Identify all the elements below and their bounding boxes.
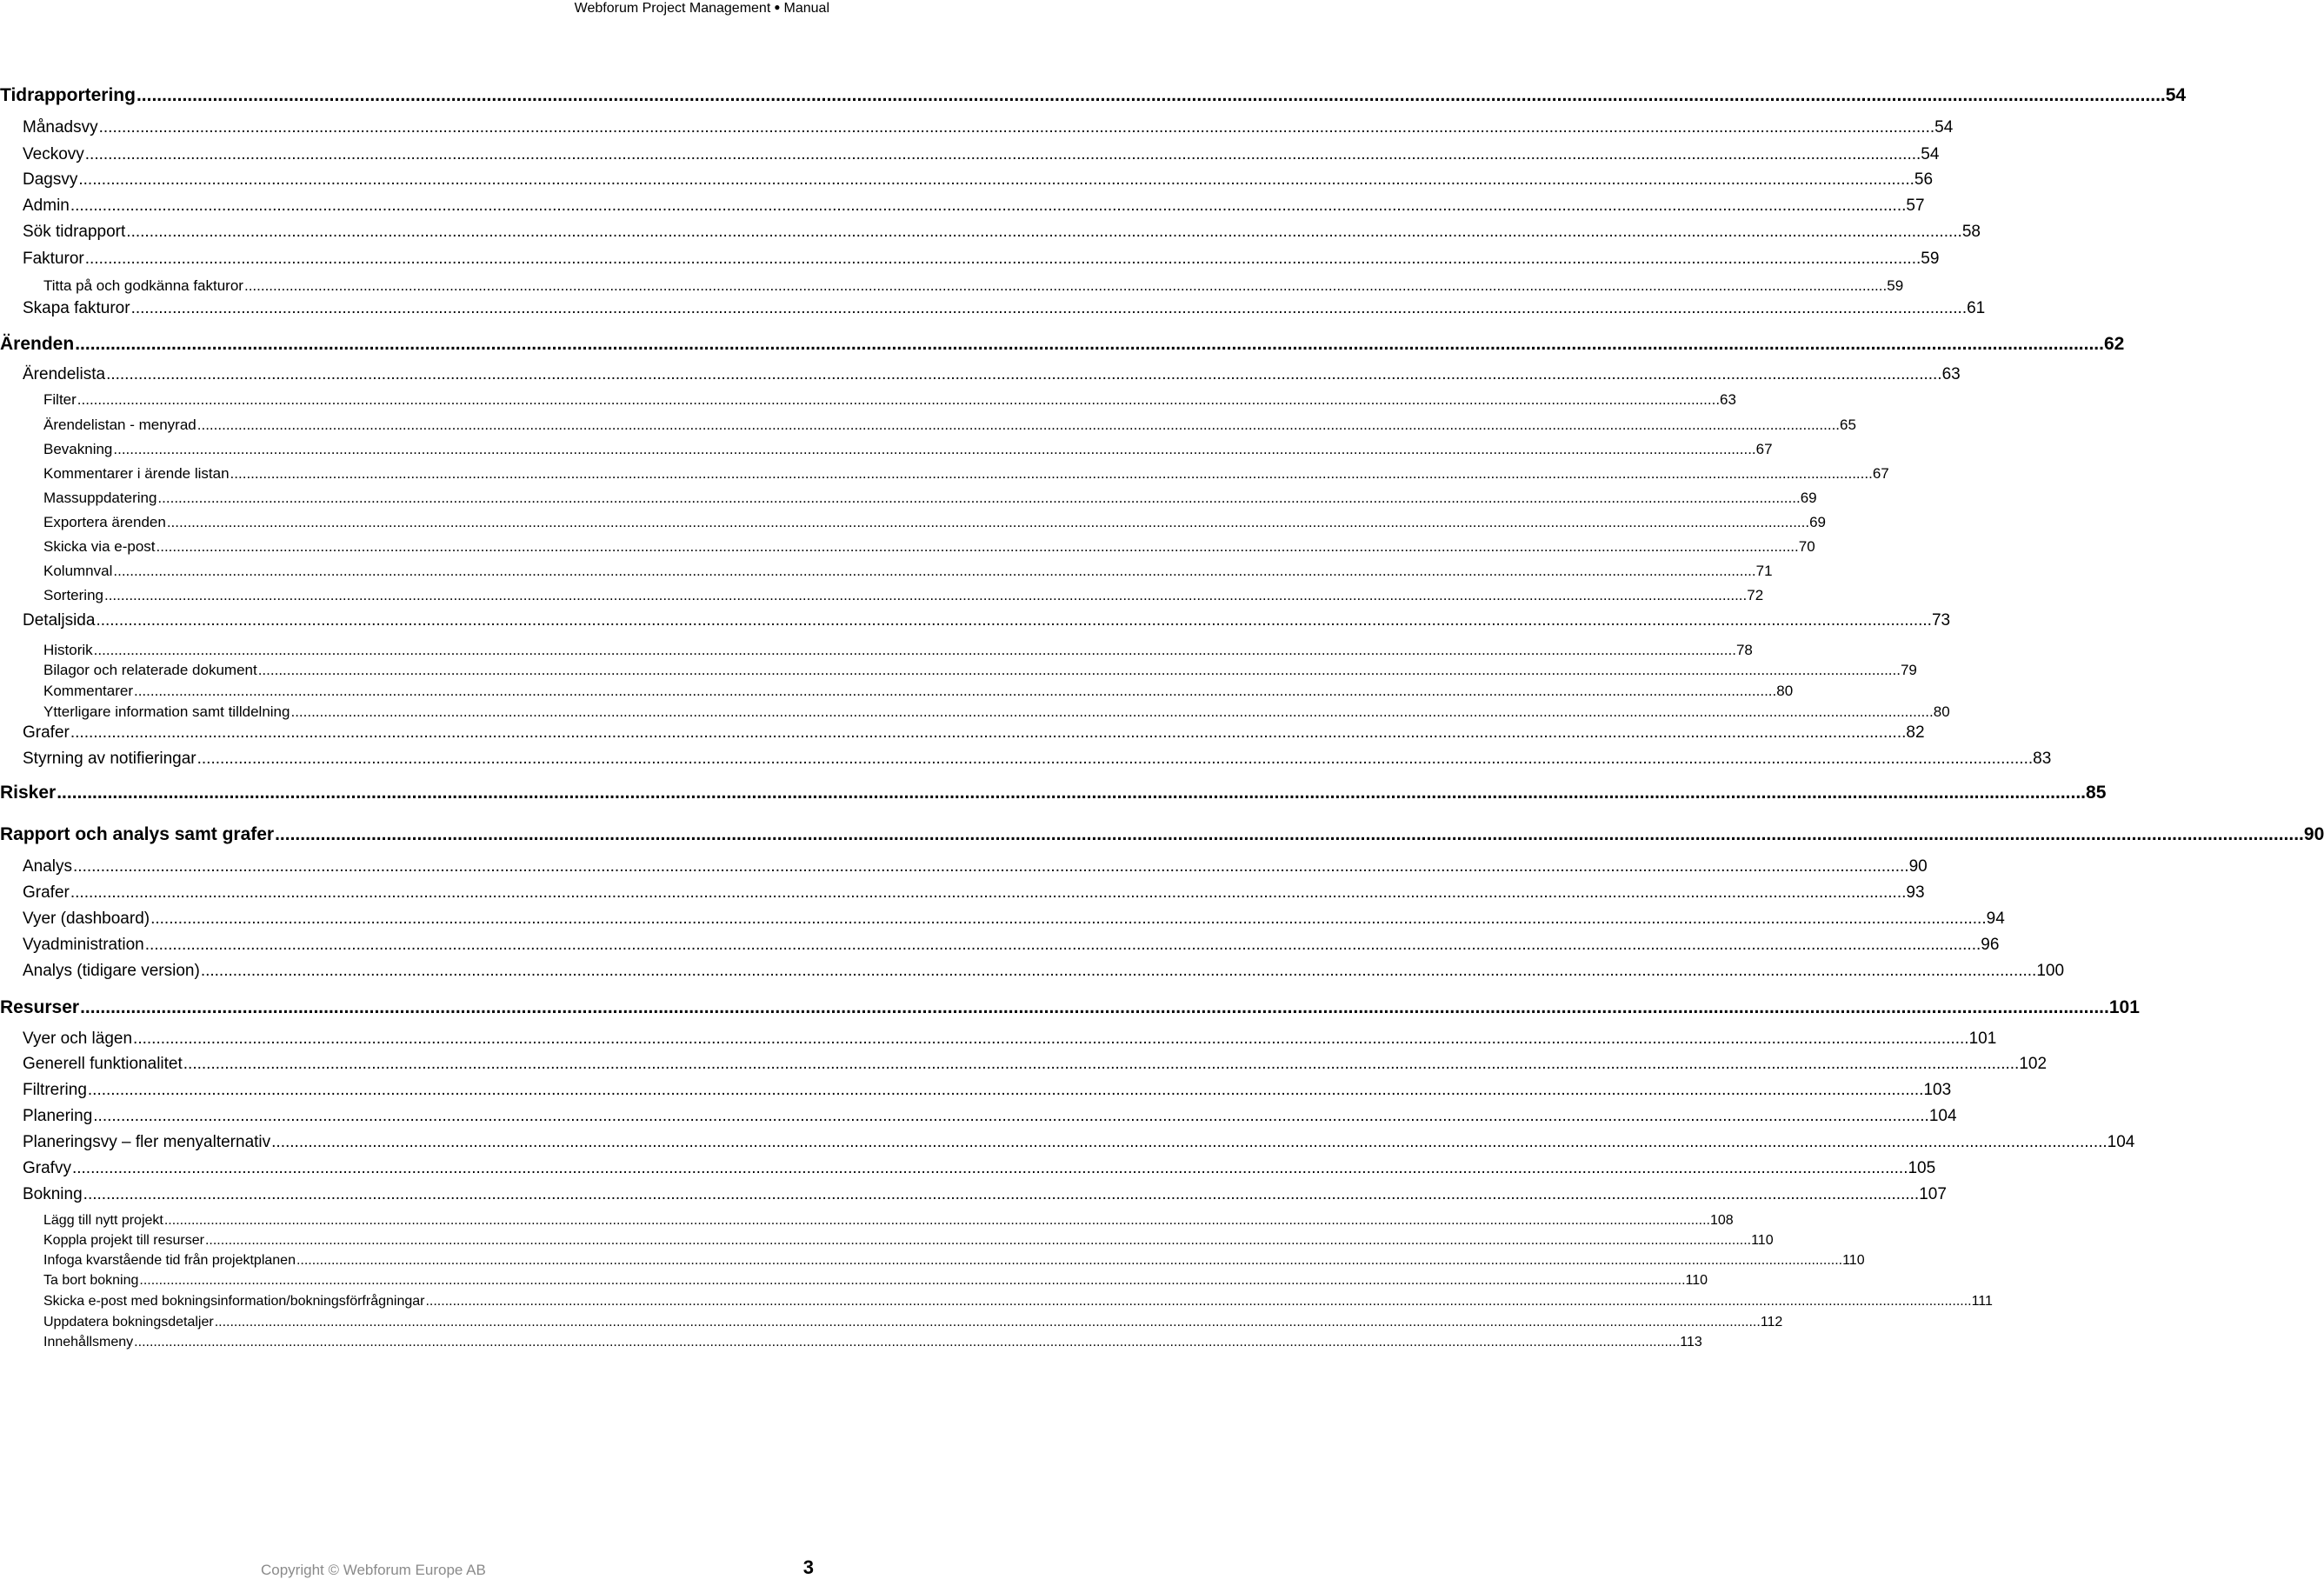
toc-entry-page: 71: [1755, 563, 1773, 579]
toc-leader-dots: ................................................................................................................................................................................................................................................................................................................................................................................................................: [57, 783, 2087, 803]
toc-leader-dots: ................................................................................................................................................................................................................................................................................................................................................................................................................: [130, 299, 1968, 317]
toc-entry[interactable]: [0, 1081, 1952, 1100]
toc-leader-dots: ................................................................................................................................................................................................................................................................................................................................................................................................................: [296, 1253, 1843, 1268]
toc-leader-dots: ................................................................................................................................................................................................................................................................................................................................................................................................................: [200, 962, 2037, 980]
toc-entry-label: Massuppdatering: [43, 490, 157, 506]
toc-entry-page: 58: [1961, 223, 1981, 241]
toc-entry-label: Sortering: [43, 587, 103, 603]
toc-entry-page: 72: [1747, 587, 1764, 603]
toc-entry-label: Vyadministration: [23, 936, 144, 954]
toc-entry[interactable]: [0, 334, 2125, 355]
toc-entry-label: Grafer: [23, 883, 70, 902]
toc-entry-page: 110: [1842, 1253, 1865, 1268]
toc-entry[interactable]: [0, 145, 1940, 164]
toc-leader-dots: ................................................................................................................................................................................................................................................................................................................................................................................................................: [84, 250, 1921, 268]
toc-leader-dots: ................................................................................................................................................................................................................................................................................................................................................................................................................: [113, 563, 1756, 579]
toc-entry-page: 54: [1934, 118, 1954, 137]
toc-entry-label: Vyer och lägen: [23, 1030, 133, 1048]
toc-entry-label: Ärendelistan - menyrad: [43, 416, 196, 433]
toc-entry-page: 62: [2103, 334, 2125, 354]
toc-entry-label: Ytterligare information samt tilldelning: [43, 703, 290, 720]
toc-entry-page: 83: [2033, 750, 2052, 768]
header-bullet: ●: [774, 1, 781, 13]
toc-entry-page: 61: [1967, 299, 1986, 317]
toc-entry-label: Historik: [43, 642, 93, 658]
toc-entry[interactable]: [0, 170, 1934, 190]
toc-leader-dots: ................................................................................................................................................................................................................................................................................................................................................................................................................: [106, 365, 1942, 383]
toc-entry[interactable]: [0, 1213, 1734, 1229]
toc-entry[interactable]: [0, 587, 1764, 604]
toc-leader-dots: ................................................................................................................................................................................................................................................................................................................................................................................................................: [150, 910, 1987, 928]
toc-leader-dots: ................................................................................................................................................................................................................................................................................................................................................................................................................: [157, 490, 1801, 506]
toc-entry-page: 63: [1941, 365, 1961, 383]
toc-leader-dots: ................................................................................................................................................................................................................................................................................................................................................................................................................: [84, 145, 1921, 163]
toc-entry-page: 110: [1685, 1273, 1708, 1288]
toc-entry-page: 101: [1968, 1030, 1997, 1048]
toc-entry-page: 78: [1735, 642, 1753, 658]
toc-entry-label: Ärenden: [0, 334, 75, 354]
toc-entry-label: Lägg till nytt projekt: [43, 1213, 163, 1228]
toc-entry-page: 110: [1751, 1233, 1774, 1248]
toc-entry-page: 90: [2303, 824, 2324, 844]
toc-entry-label: Planeringsvy – fler menyalternativ: [23, 1133, 271, 1151]
toc-entry-page: 70: [1798, 538, 1815, 555]
toc-leader-dots: ................................................................................................................................................................................................................................................................................................................................................................................................................: [126, 223, 1962, 241]
page-number: 3: [802, 1556, 814, 1578]
toc-leader-dots: ................................................................................................................................................................................................................................................................................................................................................................................................................: [134, 1335, 1681, 1349]
toc-entry[interactable]: [0, 277, 1904, 295]
toc-entry-page: 80: [1776, 683, 1794, 699]
toc-leader-dots: ................................................................................................................................................................................................................................................................................................................................................................................................................: [73, 857, 1909, 876]
toc-entry-page: 69: [1809, 514, 1827, 530]
toc-entry[interactable]: [0, 1030, 1997, 1049]
toc-leader-dots: ................................................................................................................................................................................................................................................................................................................................................................................................................: [425, 1294, 1972, 1309]
toc-entry-label: Filter: [43, 391, 77, 408]
toc-leader-dots: ................................................................................................................................................................................................................................................................................................................................................................................................................: [271, 1133, 2108, 1151]
toc-entry[interactable]: [0, 1335, 1702, 1350]
toc-entry[interactable]: [0, 1294, 1993, 1309]
toc-entry-label: Sök tidrapport: [23, 223, 126, 241]
toc-entry-label: Koppla projekt till resurser: [43, 1233, 204, 1248]
toc-leader-dots: ................................................................................................................................................................................................................................................................................................................................................................................................................: [93, 1107, 1929, 1125]
toc-entry[interactable]: [0, 824, 2324, 845]
toc-entry[interactable]: [0, 391, 1736, 409]
toc-leader-dots: ................................................................................................................................................................................................................................................................................................................................................................................................................: [83, 1185, 1920, 1203]
toc-entry[interactable]: [0, 962, 2065, 981]
toc-entry[interactable]: [0, 1233, 1774, 1249]
toc-entry[interactable]: [0, 1273, 1708, 1289]
toc-entry-page: 57: [1906, 197, 1925, 215]
toc-entry-label: Ärendelista: [23, 365, 106, 383]
toc-entry-label: Veckovy: [23, 145, 84, 163]
toc-entry-page: 54: [2165, 85, 2187, 105]
toc-entry-label: Bevakning: [43, 441, 113, 457]
toc-leader-dots: ................................................................................................................................................................................................................................................................................................................................................................................................................: [139, 1273, 1686, 1288]
toc-entry-page: 90: [1908, 857, 1928, 876]
toc-entry[interactable]: [0, 538, 1815, 556]
toc-leader-dots: ................................................................................................................................................................................................................................................................................................................................................................................................................: [230, 465, 1873, 482]
toc-entry-page: 108: [1709, 1213, 1734, 1228]
toc-leader-dots: ................................................................................................................................................................................................................................................................................................................................................................................................................: [196, 416, 1841, 433]
toc-entry[interactable]: [0, 365, 1961, 384]
toc-entry[interactable]: [0, 563, 1773, 580]
toc-entry[interactable]: [0, 683, 1794, 700]
toc-leader-dots: ................................................................................................................................................................................................................................................................................................................................................................................................................: [136, 85, 2166, 105]
toc-entry-page: 93: [1906, 883, 1925, 902]
toc-entry-label: Grafvy: [23, 1159, 71, 1177]
toc-leader-dots: ................................................................................................................................................................................................................................................................................................................................................................................................................: [214, 1315, 1761, 1329]
toc-entry-label: Filtrering: [23, 1081, 87, 1099]
toc-entry[interactable]: [0, 857, 1928, 876]
toc-entry-page: 104: [2107, 1133, 2135, 1151]
toc-entry-label: Uppdatera bokningsdetaljer: [43, 1315, 214, 1329]
toc-leader-dots: ................................................................................................................................................................................................................................................................................................................................................................................................................: [103, 587, 1748, 603]
toc-entry[interactable]: [0, 514, 1827, 531]
toc-leader-dots: ................................................................................................................................................................................................................................................................................................................................................................................................................: [87, 1081, 1924, 1099]
toc-leader-dots: ................................................................................................................................................................................................................................................................................................................................................................................................................: [113, 441, 1756, 457]
toc-leader-dots: ................................................................................................................................................................................................................................................................................................................................................................................................................: [93, 642, 1736, 658]
toc-entry-page: 96: [1981, 936, 2000, 954]
toc-entry-label: Infoga kvarstående tid från projektplanen: [43, 1253, 296, 1268]
toc-entry-label: Resurser: [0, 997, 80, 1017]
toc-entry-page: 111: [1971, 1294, 1993, 1309]
toc-leader-dots: ................................................................................................................................................................................................................................................................................................................................................................................................................: [77, 391, 1721, 408]
toc-leader-dots: ................................................................................................................................................................................................................................................................................................................................................................................................................: [275, 824, 2304, 844]
toc-entry-label: Dagsvy: [23, 170, 78, 189]
toc-entry[interactable]: [0, 1055, 2048, 1074]
toc-entry-label: Planering: [23, 1107, 93, 1125]
toc-entry[interactable]: [0, 783, 2107, 803]
toc-leader-dots: ................................................................................................................................................................................................................................................................................................................................................................................................................: [96, 611, 1932, 630]
toc-entry-label: Månadsvy: [23, 118, 98, 137]
toc-entry-label: Skapa fakturor: [23, 299, 130, 317]
toc-entry[interactable]: [0, 1107, 1957, 1126]
header-section: Manual: [783, 1, 829, 16]
toc-entry[interactable]: [0, 223, 1981, 242]
toc-entry-page: 56: [1914, 170, 1934, 189]
toc-entry-label: Exportera ärenden: [43, 514, 166, 530]
toc-entry-label: Skicka e-post med bokningsinformation/bokningsförfrågningar: [43, 1294, 425, 1309]
toc-entry-label: Kolumnval: [43, 563, 113, 579]
toc-entry[interactable]: [0, 997, 2140, 1018]
toc-entry[interactable]: [0, 299, 1986, 318]
toc-leader-dots: ................................................................................................................................................................................................................................................................................................................................................................................................................: [75, 334, 2104, 354]
toc-entry[interactable]: [0, 703, 1950, 721]
toc-leader-dots: ................................................................................................................................................................................................................................................................................................................................................................................................................: [70, 197, 1907, 215]
toc-entry-page: 103: [1923, 1081, 1952, 1099]
toc-entry-page: 59: [1921, 250, 1940, 268]
copyright-text: Copyright © Webforum Europe AB: [261, 1562, 486, 1578]
toc-leader-dots: ................................................................................................................................................................................................................................................................................................................................................................................................................: [204, 1233, 1752, 1248]
toc-entry[interactable]: [0, 441, 1773, 458]
toc-leader-dots: ................................................................................................................................................................................................................................................................................................................................................................................................................: [70, 883, 1907, 902]
toc-entry-page: 67: [1755, 441, 1773, 457]
toc-entry[interactable]: [0, 723, 1925, 743]
toc-entry-page: 104: [1928, 1107, 1957, 1125]
toc-leader-dots: ................................................................................................................................................................................................................................................................................................................................................................................................................: [78, 170, 1914, 189]
toc-entry-label: Skicka via e-post: [43, 538, 156, 555]
toc-leader-dots: ................................................................................................................................................................................................................................................................................................................................................................................................................: [133, 683, 1777, 699]
toc-entry-page: 80: [1933, 703, 1950, 720]
toc-entry[interactable]: [0, 85, 2187, 106]
toc-leader-dots: ................................................................................................................................................................................................................................................................................................................................................................................................................: [80, 997, 2109, 1017]
toc-entry[interactable]: [0, 197, 1925, 216]
toc-entry-page: 85: [2086, 783, 2107, 803]
toc-entry[interactable]: [0, 1315, 1783, 1330]
toc-leader-dots: ................................................................................................................................................................................................................................................................................................................................................................................................................: [133, 1030, 1969, 1048]
toc-entry[interactable]: [0, 490, 1817, 507]
toc-entry-page: 79: [1900, 662, 1917, 678]
toc-entry-page: 67: [1872, 465, 1889, 482]
toc-entry-label: Analys (tidigare version): [23, 962, 200, 980]
toc-entry-label: Bokning: [23, 1185, 83, 1203]
toc-entry-label: Titta på och godkänna fakturor: [43, 277, 243, 294]
toc-entry[interactable]: [0, 883, 1925, 903]
toc-entry-page: 112: [1760, 1315, 1783, 1329]
toc-entry[interactable]: [0, 1159, 1936, 1178]
page-header: [0, 0, 835, 19]
toc-entry-label: Styrning av notifieringar: [23, 750, 196, 768]
toc-entry[interactable]: [0, 642, 1753, 659]
toc-leader-dots: ................................................................................................................................................................................................................................................................................................................................................................................................................: [290, 703, 1934, 720]
toc-leader-dots: ................................................................................................................................................................................................................................................................................................................................................................................................................: [257, 662, 1901, 678]
toc-entry-label: Generell funktionalitet: [23, 1055, 183, 1073]
toc-entry-label: Risker: [0, 783, 57, 803]
header-title: Webforum Project Management: [574, 1, 771, 16]
toc-entry[interactable]: [0, 416, 1856, 434]
toc-entry-page: 113: [1680, 1335, 1702, 1349]
toc-entry[interactable]: [0, 1253, 1865, 1269]
toc-entry-page: 63: [1720, 391, 1736, 408]
toc-entry-label: Admin: [23, 197, 70, 215]
toc-entry-page: 94: [1986, 910, 2005, 928]
toc-entry-label: Tidrapportering: [0, 85, 136, 105]
toc-leader-dots: ................................................................................................................................................................................................................................................................................................................................................................................................................: [196, 750, 2034, 768]
toc-entry-page: 54: [1921, 145, 1940, 163]
toc-entry-page: 69: [1800, 490, 1817, 506]
toc-entry-label: Kommentarer i ärende listan: [43, 465, 230, 482]
toc-entry-label: Bilagor och relaterade dokument: [43, 662, 257, 678]
page-footer: [0, 1556, 835, 1583]
toc-entry[interactable]: [0, 250, 1940, 269]
toc-entry-page: 82: [1906, 723, 1925, 742]
toc-leader-dots: ................................................................................................................................................................................................................................................................................................................................................................................................................: [144, 936, 1981, 954]
toc-entry-label: Grafer: [23, 723, 70, 742]
toc-leader-dots: ................................................................................................................................................................................................................................................................................................................................................................................................................: [183, 1055, 2020, 1073]
toc-entry[interactable]: [0, 465, 1889, 483]
toc-entry-page: 102: [2019, 1055, 2048, 1073]
toc-entry[interactable]: [0, 611, 1951, 630]
toc-entry[interactable]: [0, 750, 2052, 769]
toc-leader-dots: ................................................................................................................................................................................................................................................................................................................................................................................................................: [98, 118, 1935, 137]
toc-entry[interactable]: [0, 1185, 1947, 1204]
toc-entry-label: Vyer (dashboard): [23, 910, 150, 928]
toc-entry-label: Rapport och analys samt grafer: [0, 824, 275, 844]
toc-leader-dots: ................................................................................................................................................................................................................................................................................................................................................................................................................: [163, 1213, 1710, 1228]
toc-entry[interactable]: [0, 1133, 2135, 1152]
toc-entry-label: Fakturor: [23, 250, 84, 268]
toc-entry-page: 59: [1887, 277, 1904, 294]
toc-entry-page: 107: [1919, 1185, 1947, 1203]
toc-entry-page: 100: [2036, 962, 2065, 980]
toc-leader-dots: ................................................................................................................................................................................................................................................................................................................................................................................................................: [166, 514, 1810, 530]
toc-entry[interactable]: [0, 936, 2000, 955]
toc-entry-label: Innehållsmeny: [43, 1335, 134, 1349]
toc-entry-label: Ta bort bokning: [43, 1273, 139, 1288]
toc-leader-dots: ................................................................................................................................................................................................................................................................................................................................................................................................................: [71, 1159, 1908, 1177]
toc-entry-page: 105: [1908, 1159, 1936, 1177]
toc-entry-label: Detaljsida: [23, 611, 96, 630]
toc-leader-dots: ................................................................................................................................................................................................................................................................................................................................................................................................................: [243, 277, 1888, 294]
toc-entry[interactable]: [0, 662, 1917, 679]
toc-leader-dots: ................................................................................................................................................................................................................................................................................................................................................................................................................: [156, 538, 1799, 555]
toc-leader-dots: ................................................................................................................................................................................................................................................................................................................................................................................................................: [70, 723, 1907, 742]
toc-entry-label: Analys: [23, 857, 73, 876]
toc-entry[interactable]: [0, 118, 1954, 137]
toc-entry-label: Kommentarer: [43, 683, 133, 699]
toc-entry-page: 65: [1840, 416, 1856, 433]
toc-entry[interactable]: [0, 910, 2005, 929]
toc-entry-page: 101: [2108, 997, 2140, 1017]
toc-entry-page: 73: [1931, 611, 1951, 630]
